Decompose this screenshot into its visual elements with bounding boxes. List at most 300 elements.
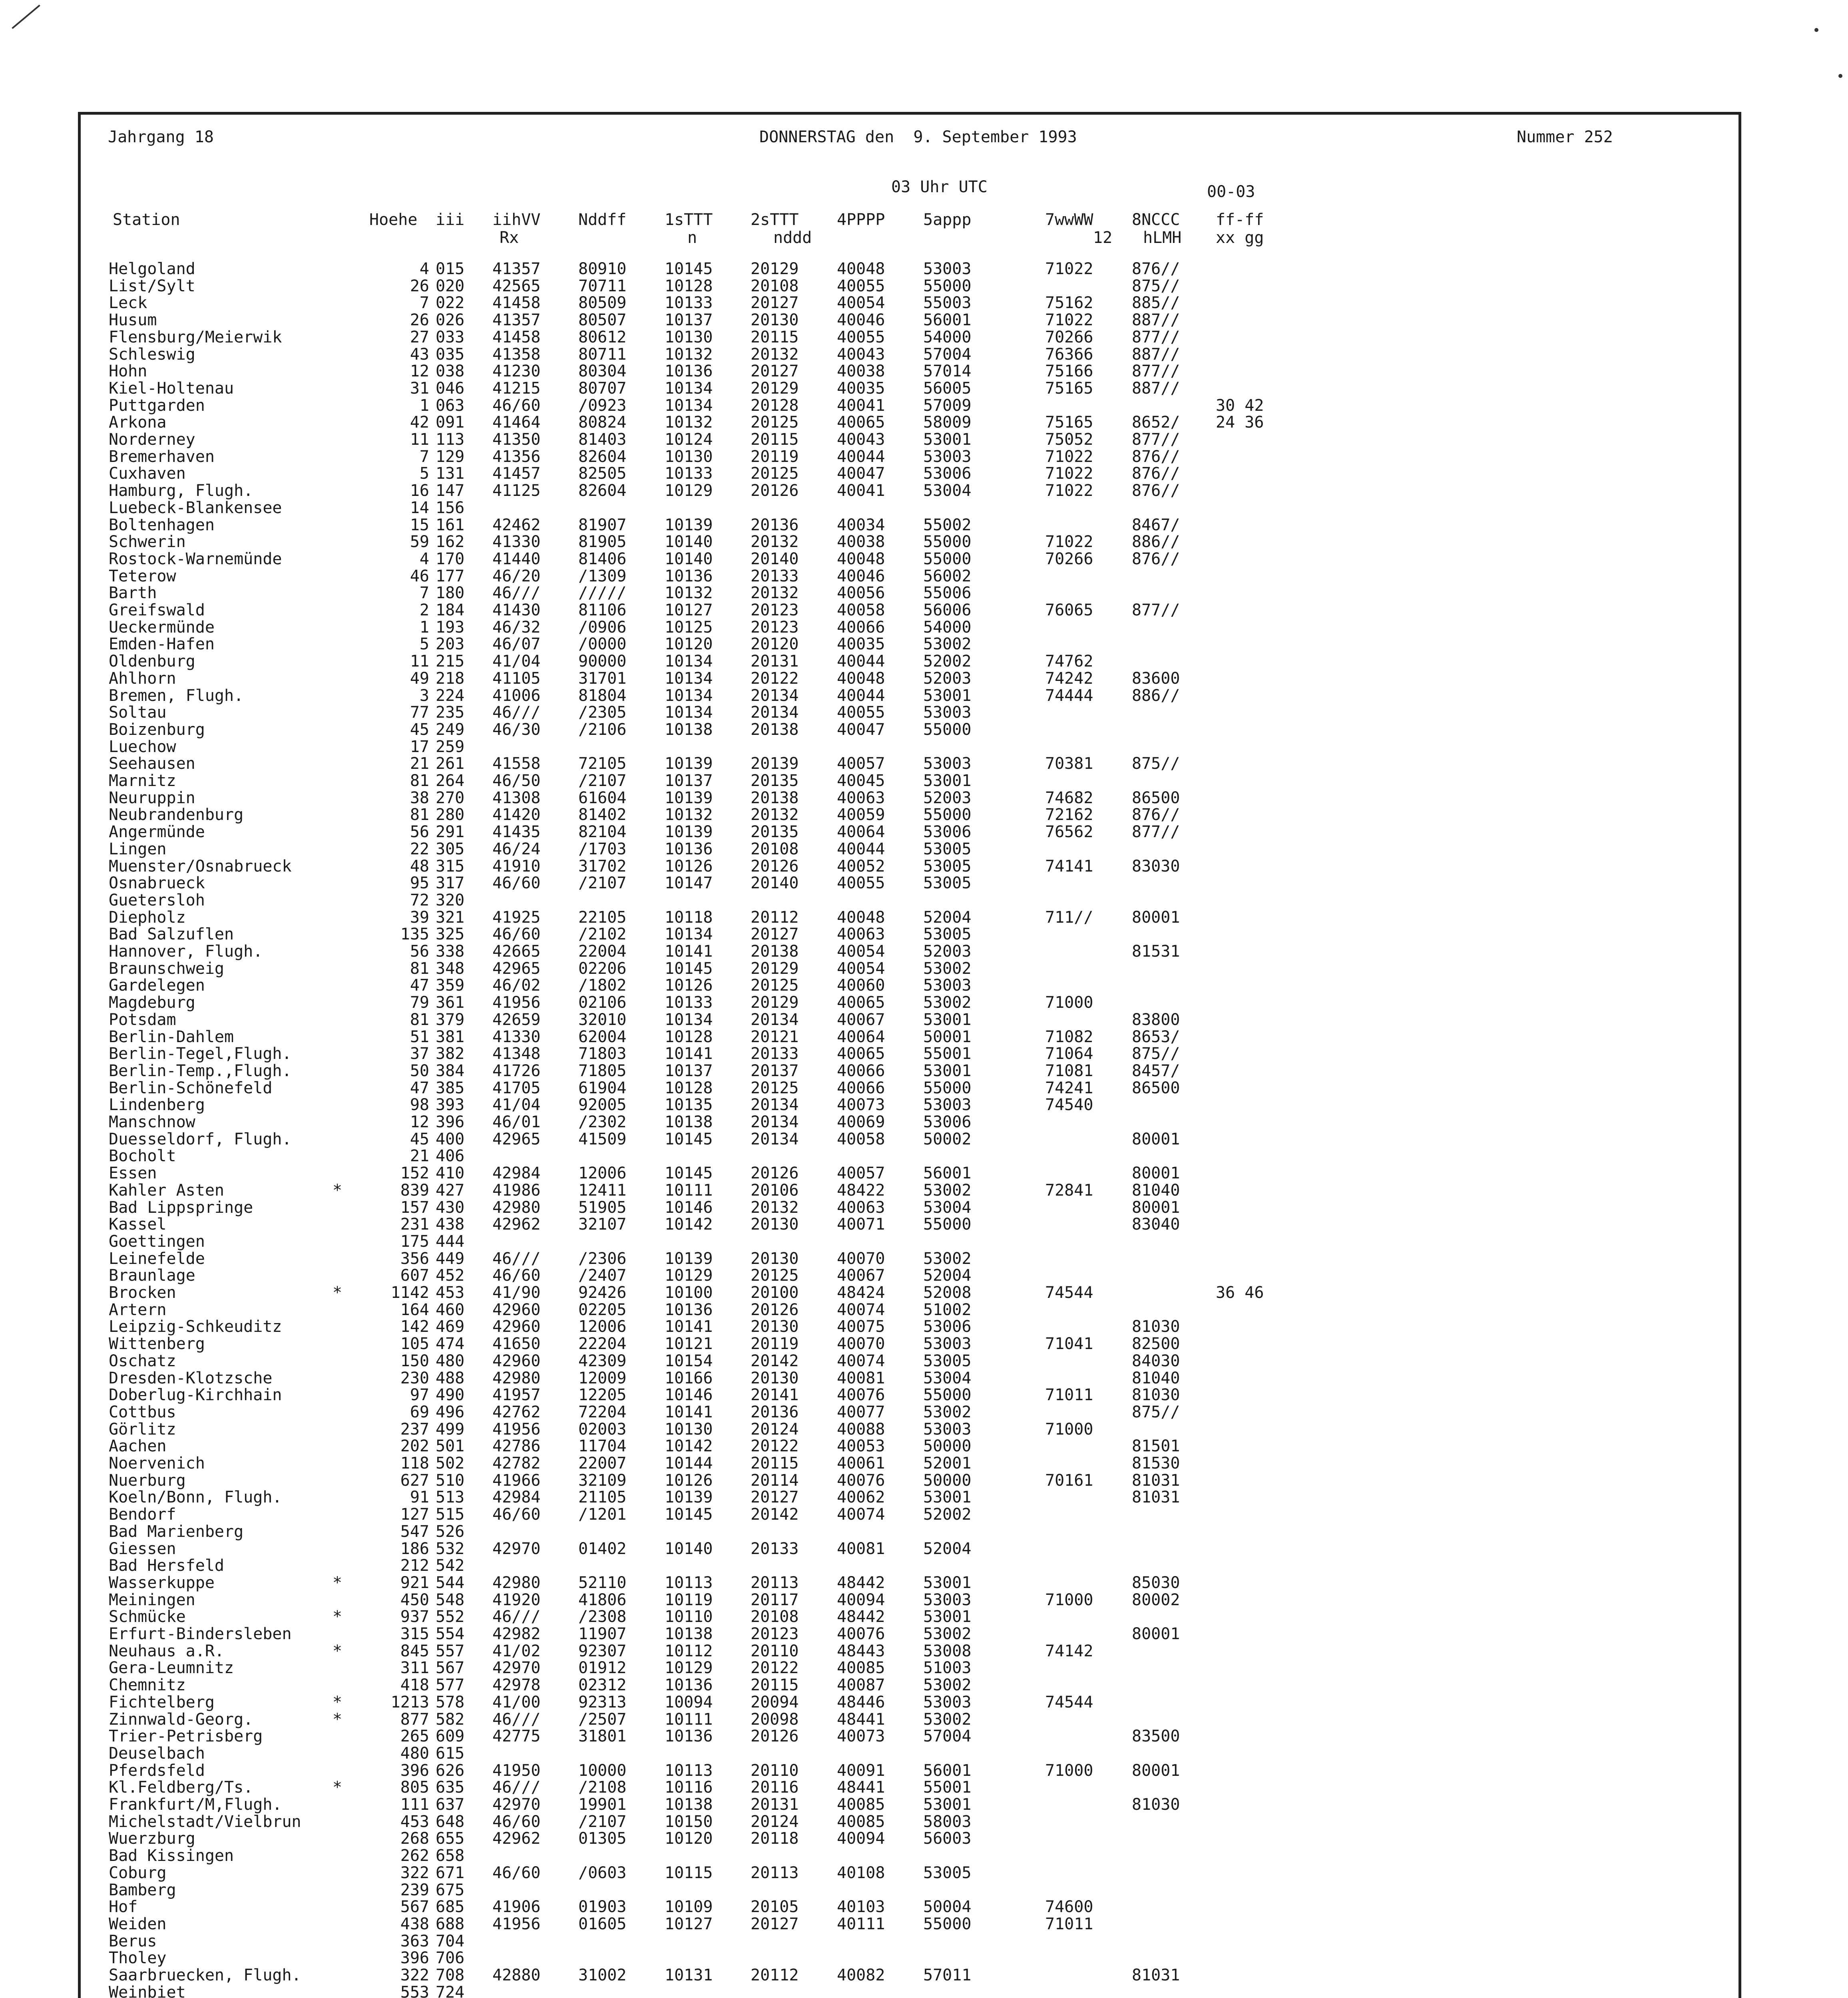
station-7wwww: 74682 xyxy=(1045,788,1093,807)
station-1sttt: 10126 xyxy=(665,976,713,995)
station-iihvv: 46/60 xyxy=(492,396,541,415)
station-hoehe: 937 xyxy=(400,1608,429,1626)
station-name: List/Sylt xyxy=(109,277,195,295)
station-iii: 203 xyxy=(436,635,465,654)
station-2sttt: 20133 xyxy=(751,1045,799,1063)
station-iii: 261 xyxy=(436,754,465,773)
station-4pppp: 48424 xyxy=(837,1284,885,1302)
station-nddff: 01305 xyxy=(578,1829,627,1848)
station-hoehe: 15 xyxy=(410,515,429,534)
station-iii: 658 xyxy=(436,1847,465,1865)
station-4pppp: 40061 xyxy=(837,1454,885,1473)
station-4pppp: 40044 xyxy=(837,686,885,705)
station-5appp: 53006 xyxy=(923,1113,972,1131)
station-name: Brocken xyxy=(109,1284,176,1302)
station-iii: 385 xyxy=(436,1079,465,1097)
station-4pppp: 40057 xyxy=(837,1164,885,1183)
station-hoehe: 79 xyxy=(410,993,429,1012)
station-nddff: 32010 xyxy=(578,1010,627,1029)
station-name: Goettingen xyxy=(109,1232,205,1251)
station-1sttt: 10141 xyxy=(665,942,713,961)
station-2sttt: 20139 xyxy=(751,754,799,773)
station-5appp: 53001 xyxy=(923,1573,972,1592)
station-8nccc: 876// xyxy=(1132,447,1180,466)
mountain-station-marker: * xyxy=(333,1608,343,1626)
station-2sttt: 20141 xyxy=(751,1386,799,1405)
station-iihvv: 42980 xyxy=(492,1198,541,1217)
station-iihvv: 46/60 xyxy=(492,874,541,893)
station-1sttt: 10134 xyxy=(665,703,713,722)
station-iii: 046 xyxy=(436,379,465,398)
station-name: Bamberg xyxy=(109,1881,176,1899)
station-name: Magdeburg xyxy=(109,993,195,1012)
station-5appp: 53003 xyxy=(923,1096,972,1114)
station-name: Frankfurt/M,Flugh. xyxy=(109,1795,282,1814)
station-1sttt: 10110 xyxy=(665,1608,713,1626)
station-iii: 291 xyxy=(436,823,465,842)
station-hoehe: 142 xyxy=(400,1317,429,1336)
station-1sttt: 10130 xyxy=(665,328,713,346)
station-hoehe: 135 xyxy=(400,925,429,944)
station-7wwww: 75165 xyxy=(1045,413,1093,432)
station-2sttt: 20138 xyxy=(751,788,799,807)
station-4pppp: 40045 xyxy=(837,772,885,790)
station-name: Cottbus xyxy=(109,1403,176,1421)
station-4pppp: 40055 xyxy=(837,277,885,295)
station-hoehe: 42 xyxy=(410,413,429,432)
station-1sttt: 10116 xyxy=(665,1778,713,1797)
station-7wwww: 76065 xyxy=(1045,601,1093,619)
station-iii: 026 xyxy=(436,311,465,330)
station-iihvv: 42786 xyxy=(492,1437,541,1456)
station-4pppp: 48422 xyxy=(837,1181,885,1200)
station-1sttt: 10137 xyxy=(665,1061,713,1080)
station-2sttt: 20108 xyxy=(751,277,799,295)
station-iii: 305 xyxy=(436,840,465,858)
station-hoehe: 81 xyxy=(410,959,429,978)
station-7wwww: 74242 xyxy=(1045,669,1093,688)
station-iihvv: 42984 xyxy=(492,1164,541,1183)
station-iii: 315 xyxy=(436,857,465,876)
station-nddff: ///// xyxy=(578,584,627,603)
station-5appp: 55002 xyxy=(923,515,972,534)
station-hoehe: 12 xyxy=(410,362,429,381)
station-name: Potsdam xyxy=(109,1010,176,1029)
station-hoehe: 186 xyxy=(400,1539,429,1558)
station-1sttt: 10134 xyxy=(665,652,713,671)
station-name: Barth xyxy=(109,584,157,603)
station-iii: 557 xyxy=(436,1642,465,1660)
station-4pppp: 40065 xyxy=(837,413,885,432)
station-2sttt: 20129 xyxy=(751,379,799,398)
station-name: Berlin-Dahlem xyxy=(109,1027,234,1046)
station-1sttt: 10109 xyxy=(665,1898,713,1916)
station-2sttt: 20131 xyxy=(751,652,799,671)
station-1sttt: 10127 xyxy=(665,601,713,619)
station-1sttt: 10142 xyxy=(665,1437,713,1456)
station-5appp: 53001 xyxy=(923,430,972,449)
col-rx: Rx xyxy=(500,229,519,247)
station-iii: 427 xyxy=(436,1181,465,1200)
station-nddff: 21105 xyxy=(578,1488,627,1507)
station-1sttt: 10133 xyxy=(665,294,713,312)
station-hoehe: 268 xyxy=(400,1829,429,1848)
station-nddff: 71803 xyxy=(578,1045,627,1063)
station-iii: 224 xyxy=(436,686,465,705)
station-hoehe: 567 xyxy=(400,1898,429,1916)
station-nddff: 41509 xyxy=(578,1130,627,1148)
station-1sttt: 10130 xyxy=(665,1420,713,1439)
station-iii: 410 xyxy=(436,1164,465,1183)
station-5appp: 55000 xyxy=(923,720,972,739)
station-name: Norderney xyxy=(109,430,195,449)
station-nddff: 72105 xyxy=(578,754,627,773)
station-iii: 532 xyxy=(436,1539,465,1558)
station-4pppp: 40048 xyxy=(837,549,885,568)
station-1sttt: 10134 xyxy=(665,1010,713,1029)
station-5appp: 53005 xyxy=(923,874,972,893)
station-nddff: 70711 xyxy=(578,277,627,295)
station-nddff: 80612 xyxy=(578,328,627,346)
station-hoehe: 69 xyxy=(410,1403,429,1421)
station-name: Berus xyxy=(109,1932,157,1950)
station-iii: 706 xyxy=(436,1949,465,1968)
station-2sttt: 20110 xyxy=(751,1761,799,1780)
station-7wwww: 74544 xyxy=(1045,1693,1093,1711)
station-5appp: 53001 xyxy=(923,1608,972,1626)
station-iihvv: 46/60 xyxy=(492,1863,541,1882)
station-2sttt: 20130 xyxy=(751,311,799,330)
station-8nccc: 876// xyxy=(1132,806,1180,824)
station-name: Bendorf xyxy=(109,1505,176,1524)
station-1sttt: 10134 xyxy=(665,686,713,705)
station-2sttt: 20094 xyxy=(751,1693,799,1711)
station-name: Guetersloh xyxy=(109,891,205,909)
station-nddff: 31702 xyxy=(578,857,627,876)
station-nddff: 19901 xyxy=(578,1795,627,1814)
station-7wwww: 71000 xyxy=(1045,1420,1093,1439)
station-iii: 626 xyxy=(436,1761,465,1780)
station-hoehe: 81 xyxy=(410,772,429,790)
station-iii: 180 xyxy=(436,584,465,603)
station-4pppp: 40060 xyxy=(837,976,885,995)
station-name: Tholey xyxy=(109,1949,167,1968)
station-iii: 490 xyxy=(436,1386,465,1405)
station-nddff: 92307 xyxy=(578,1642,627,1660)
station-4pppp: 40054 xyxy=(837,942,885,961)
station-1sttt: 10138 xyxy=(665,1625,713,1643)
station-hoehe: 39 xyxy=(410,908,429,927)
station-4pppp: 40088 xyxy=(837,1420,885,1439)
station-iihvv: 41986 xyxy=(492,1181,541,1200)
col-hoehe: Hoehe xyxy=(369,211,418,229)
station-hoehe: 95 xyxy=(410,874,429,893)
station-name: Emden-Hafen xyxy=(109,635,215,654)
station-iihvv: 41435 xyxy=(492,823,541,842)
station-1sttt: 10129 xyxy=(665,482,713,500)
station-8nccc: 876// xyxy=(1132,482,1180,500)
station-7wwww: 711// xyxy=(1045,908,1093,927)
station-hoehe: 396 xyxy=(400,1761,429,1780)
station-5appp: 53002 xyxy=(923,635,972,654)
station-4pppp: 40054 xyxy=(837,294,885,312)
station-hoehe: 839 xyxy=(400,1181,429,1200)
station-5appp: 57014 xyxy=(923,362,972,381)
station-name: Berlin-Temp.,Flugh. xyxy=(109,1061,292,1080)
station-7wwww: 76366 xyxy=(1045,345,1093,364)
station-hoehe: 262 xyxy=(400,1847,429,1865)
station-2sttt: 20115 xyxy=(751,1676,799,1695)
subheader-time: 03 Uhr UTC xyxy=(891,178,988,196)
col-hlmh: hLMH xyxy=(1143,229,1182,247)
station-5appp: 55000 xyxy=(923,806,972,824)
station-4pppp: 40063 xyxy=(837,788,885,807)
station-iii: 685 xyxy=(436,1898,465,1916)
station-5appp: 55000 xyxy=(923,549,972,568)
station-nddff: 01912 xyxy=(578,1659,627,1678)
station-2sttt: 20098 xyxy=(751,1710,799,1729)
station-4pppp: 48442 xyxy=(837,1573,885,1592)
station-iihvv: 41950 xyxy=(492,1761,541,1780)
station-1sttt: 10141 xyxy=(665,1045,713,1063)
col-5appp: 5appp xyxy=(923,211,972,229)
col-ffff: ff-ff xyxy=(1216,211,1264,229)
station-4pppp: 40052 xyxy=(837,857,885,876)
station-hoehe: 17 xyxy=(410,737,429,756)
station-nddff: 82604 xyxy=(578,447,627,466)
station-nddff: 80507 xyxy=(578,311,627,330)
station-nddff: 92005 xyxy=(578,1096,627,1114)
station-name: Bremerhaven xyxy=(109,447,215,466)
station-iihvv: 41348 xyxy=(492,1045,541,1063)
station-nddff: 81406 xyxy=(578,549,627,568)
station-2sttt: 20125 xyxy=(751,1266,799,1285)
station-4pppp: 40085 xyxy=(837,1795,885,1814)
station-name: Neuruppin xyxy=(109,788,195,807)
station-nddff: 80304 xyxy=(578,362,627,381)
station-4pppp: 40067 xyxy=(837,1010,885,1029)
station-1sttt: 10142 xyxy=(665,1215,713,1234)
station-iii: 444 xyxy=(436,1232,465,1251)
col-2sttt: 2sTTT xyxy=(751,211,799,229)
station-name: Cuxhaven xyxy=(109,464,186,483)
station-nddff: /2305 xyxy=(578,703,627,722)
station-2sttt: 20126 xyxy=(751,857,799,876)
station-iii: 544 xyxy=(436,1573,465,1592)
station-iii: 406 xyxy=(436,1147,465,1166)
station-iii: 113 xyxy=(436,430,465,449)
station-name: Koeln/Bonn, Flugh. xyxy=(109,1488,282,1507)
station-8nccc: 8652/ xyxy=(1132,413,1180,432)
station-5appp: 56001 xyxy=(923,1761,972,1780)
station-5appp: 53003 xyxy=(923,1420,972,1439)
station-hoehe: 5 xyxy=(419,635,429,654)
station-nddff: /2306 xyxy=(578,1249,627,1268)
station-4pppp: 40070 xyxy=(837,1335,885,1353)
station-iihvv: 42962 xyxy=(492,1829,541,1848)
station-5appp: 55000 xyxy=(923,1914,972,1933)
station-2sttt: 20112 xyxy=(751,1966,799,1984)
station-2sttt: 20112 xyxy=(751,908,799,927)
station-iihvv: 42970 xyxy=(492,1659,541,1678)
station-iihvv: 42965 xyxy=(492,1130,541,1148)
station-iihvv: 42965 xyxy=(492,959,541,978)
station-nddff: /1201 xyxy=(578,1505,627,1524)
station-hoehe: 1142 xyxy=(390,1284,429,1302)
station-8nccc: 81030 xyxy=(1132,1317,1180,1336)
station-name: Noervenich xyxy=(109,1454,205,1473)
station-4pppp: 40062 xyxy=(837,1488,885,1507)
station-iii: 582 xyxy=(436,1710,465,1729)
station-name: Ahlhorn xyxy=(109,669,176,688)
station-iii: 635 xyxy=(436,1778,465,1797)
station-5appp: 53003 xyxy=(923,260,972,278)
station-name: Braunschweig xyxy=(109,959,224,978)
station-5appp: 53006 xyxy=(923,1317,972,1336)
station-7wwww: 74540 xyxy=(1045,1096,1093,1114)
station-name: Lindenberg xyxy=(109,1096,205,1114)
station-1sttt: 10132 xyxy=(665,413,713,432)
station-iii: 704 xyxy=(436,1932,465,1950)
station-1sttt: 10139 xyxy=(665,823,713,842)
station-7wwww: 71022 xyxy=(1045,260,1093,278)
station-5appp: 53002 xyxy=(923,1403,972,1421)
station-nddff: 80824 xyxy=(578,413,627,432)
station-iii: 577 xyxy=(436,1676,465,1695)
station-5appp: 53003 xyxy=(923,976,972,995)
col-nddd: nddd xyxy=(773,229,812,247)
station-hoehe: 265 xyxy=(400,1727,429,1746)
station-nddff: 11704 xyxy=(578,1437,627,1456)
station-iihvv: 46/02 xyxy=(492,976,541,995)
station-1sttt: 10128 xyxy=(665,1079,713,1097)
station-1sttt: 10126 xyxy=(665,1471,713,1490)
station-hoehe: 322 xyxy=(400,1863,429,1882)
station-4pppp: 40091 xyxy=(837,1761,885,1780)
station-8nccc: 887// xyxy=(1132,345,1180,364)
station-2sttt: 20132 xyxy=(751,345,799,364)
station-nddff: 22004 xyxy=(578,942,627,961)
station-iii: 513 xyxy=(436,1488,465,1507)
station-iii: 215 xyxy=(436,652,465,671)
station-iihvv: 42659 xyxy=(492,1010,541,1029)
header-center: DONNERSTAG den 9. September 1993 xyxy=(759,128,1077,146)
station-1sttt: 10145 xyxy=(665,1505,713,1524)
station-2sttt: 20134 xyxy=(751,686,799,705)
station-hoehe: 98 xyxy=(410,1096,429,1114)
station-7wwww: 71000 xyxy=(1045,1761,1093,1780)
col-iihvv: iihVV xyxy=(492,211,541,229)
station-4pppp: 48443 xyxy=(837,1642,885,1660)
station-2sttt: 20115 xyxy=(751,1454,799,1473)
station-name: Schmücke xyxy=(109,1608,186,1626)
station-1sttt: 10136 xyxy=(665,362,713,381)
station-iihvv: 41/02 xyxy=(492,1642,541,1660)
station-nddff: 51905 xyxy=(578,1198,627,1217)
station-name: Weiden xyxy=(109,1914,167,1933)
station-8nccc: 81531 xyxy=(1132,942,1180,961)
station-iii: 655 xyxy=(436,1829,465,1848)
station-iii: 688 xyxy=(436,1914,465,1933)
station-2sttt: 20115 xyxy=(751,430,799,449)
station-hoehe: 27 xyxy=(410,328,429,346)
station-iihvv: 42960 xyxy=(492,1351,541,1370)
station-4pppp: 40055 xyxy=(837,874,885,893)
station-iii: 317 xyxy=(436,874,465,893)
station-iihvv: 46/// xyxy=(492,584,541,603)
station-5appp: 53001 xyxy=(923,1795,972,1814)
station-iihvv: 41956 xyxy=(492,993,541,1012)
station-8nccc: 875// xyxy=(1132,277,1180,295)
station-4pppp: 40047 xyxy=(837,720,885,739)
station-name: Zinnwald-Georg. xyxy=(109,1710,253,1729)
station-iii: 264 xyxy=(436,772,465,790)
station-nddff: 80711 xyxy=(578,345,627,364)
station-2sttt: 20140 xyxy=(751,874,799,893)
mountain-station-marker: * xyxy=(333,1693,343,1711)
station-iii: 020 xyxy=(436,277,465,295)
station-5appp: 57011 xyxy=(923,1966,972,1984)
station-5appp: 53006 xyxy=(923,464,972,483)
station-hoehe: 1213 xyxy=(390,1693,429,1711)
station-name: Doberlug-Kirchhain xyxy=(109,1386,282,1405)
station-iii: 131 xyxy=(436,464,465,483)
station-1sttt: 10100 xyxy=(665,1284,713,1302)
station-2sttt: 20108 xyxy=(751,1608,799,1626)
station-2sttt: 20130 xyxy=(751,1369,799,1387)
station-4pppp: 40065 xyxy=(837,993,885,1012)
station-5appp: 55000 xyxy=(923,1386,972,1405)
station-8nccc: 81030 xyxy=(1132,1386,1180,1405)
station-8nccc: 80002 xyxy=(1132,1590,1180,1609)
station-1sttt: 10128 xyxy=(665,1027,713,1046)
station-5appp: 52001 xyxy=(923,1454,972,1473)
station-1sttt: 10139 xyxy=(665,754,713,773)
station-iii: 637 xyxy=(436,1795,465,1814)
station-hoehe: 12 xyxy=(410,1113,429,1131)
station-4pppp: 40085 xyxy=(837,1812,885,1831)
station-4pppp: 40103 xyxy=(837,1898,885,1916)
station-7wwww: 70161 xyxy=(1045,1471,1093,1490)
station-name: Wasserkuppe xyxy=(109,1573,215,1592)
station-4pppp: 40071 xyxy=(837,1215,885,1234)
station-nddff: 80910 xyxy=(578,260,627,278)
station-2sttt: 20129 xyxy=(751,959,799,978)
station-hoehe: 311 xyxy=(400,1659,429,1678)
station-1sttt: 10150 xyxy=(665,1812,713,1831)
station-nddff: 32107 xyxy=(578,1215,627,1234)
station-1sttt: 10140 xyxy=(665,533,713,551)
station-hoehe: 26 xyxy=(410,311,429,330)
station-iihvv: 42980 xyxy=(492,1369,541,1387)
station-8nccc: 81530 xyxy=(1132,1454,1180,1473)
station-iii: 502 xyxy=(436,1454,465,1473)
station-hoehe: 22 xyxy=(410,840,429,858)
station-iihvv: 46/60 xyxy=(492,1505,541,1524)
station-iii: 510 xyxy=(436,1471,465,1490)
station-name: Diepholz xyxy=(109,908,186,927)
station-hoehe: 627 xyxy=(400,1471,429,1490)
station-hoehe: 91 xyxy=(410,1488,429,1507)
station-name: Fichtelberg xyxy=(109,1693,215,1711)
station-iihvv: 42984 xyxy=(492,1488,541,1507)
station-iihvv: 42970 xyxy=(492,1795,541,1814)
station-iii: 515 xyxy=(436,1505,465,1524)
station-name: Coburg xyxy=(109,1863,167,1882)
station-1sttt: 10132 xyxy=(665,584,713,603)
station-iihvv: 42962 xyxy=(492,1215,541,1234)
station-2sttt: 20134 xyxy=(751,1010,799,1029)
